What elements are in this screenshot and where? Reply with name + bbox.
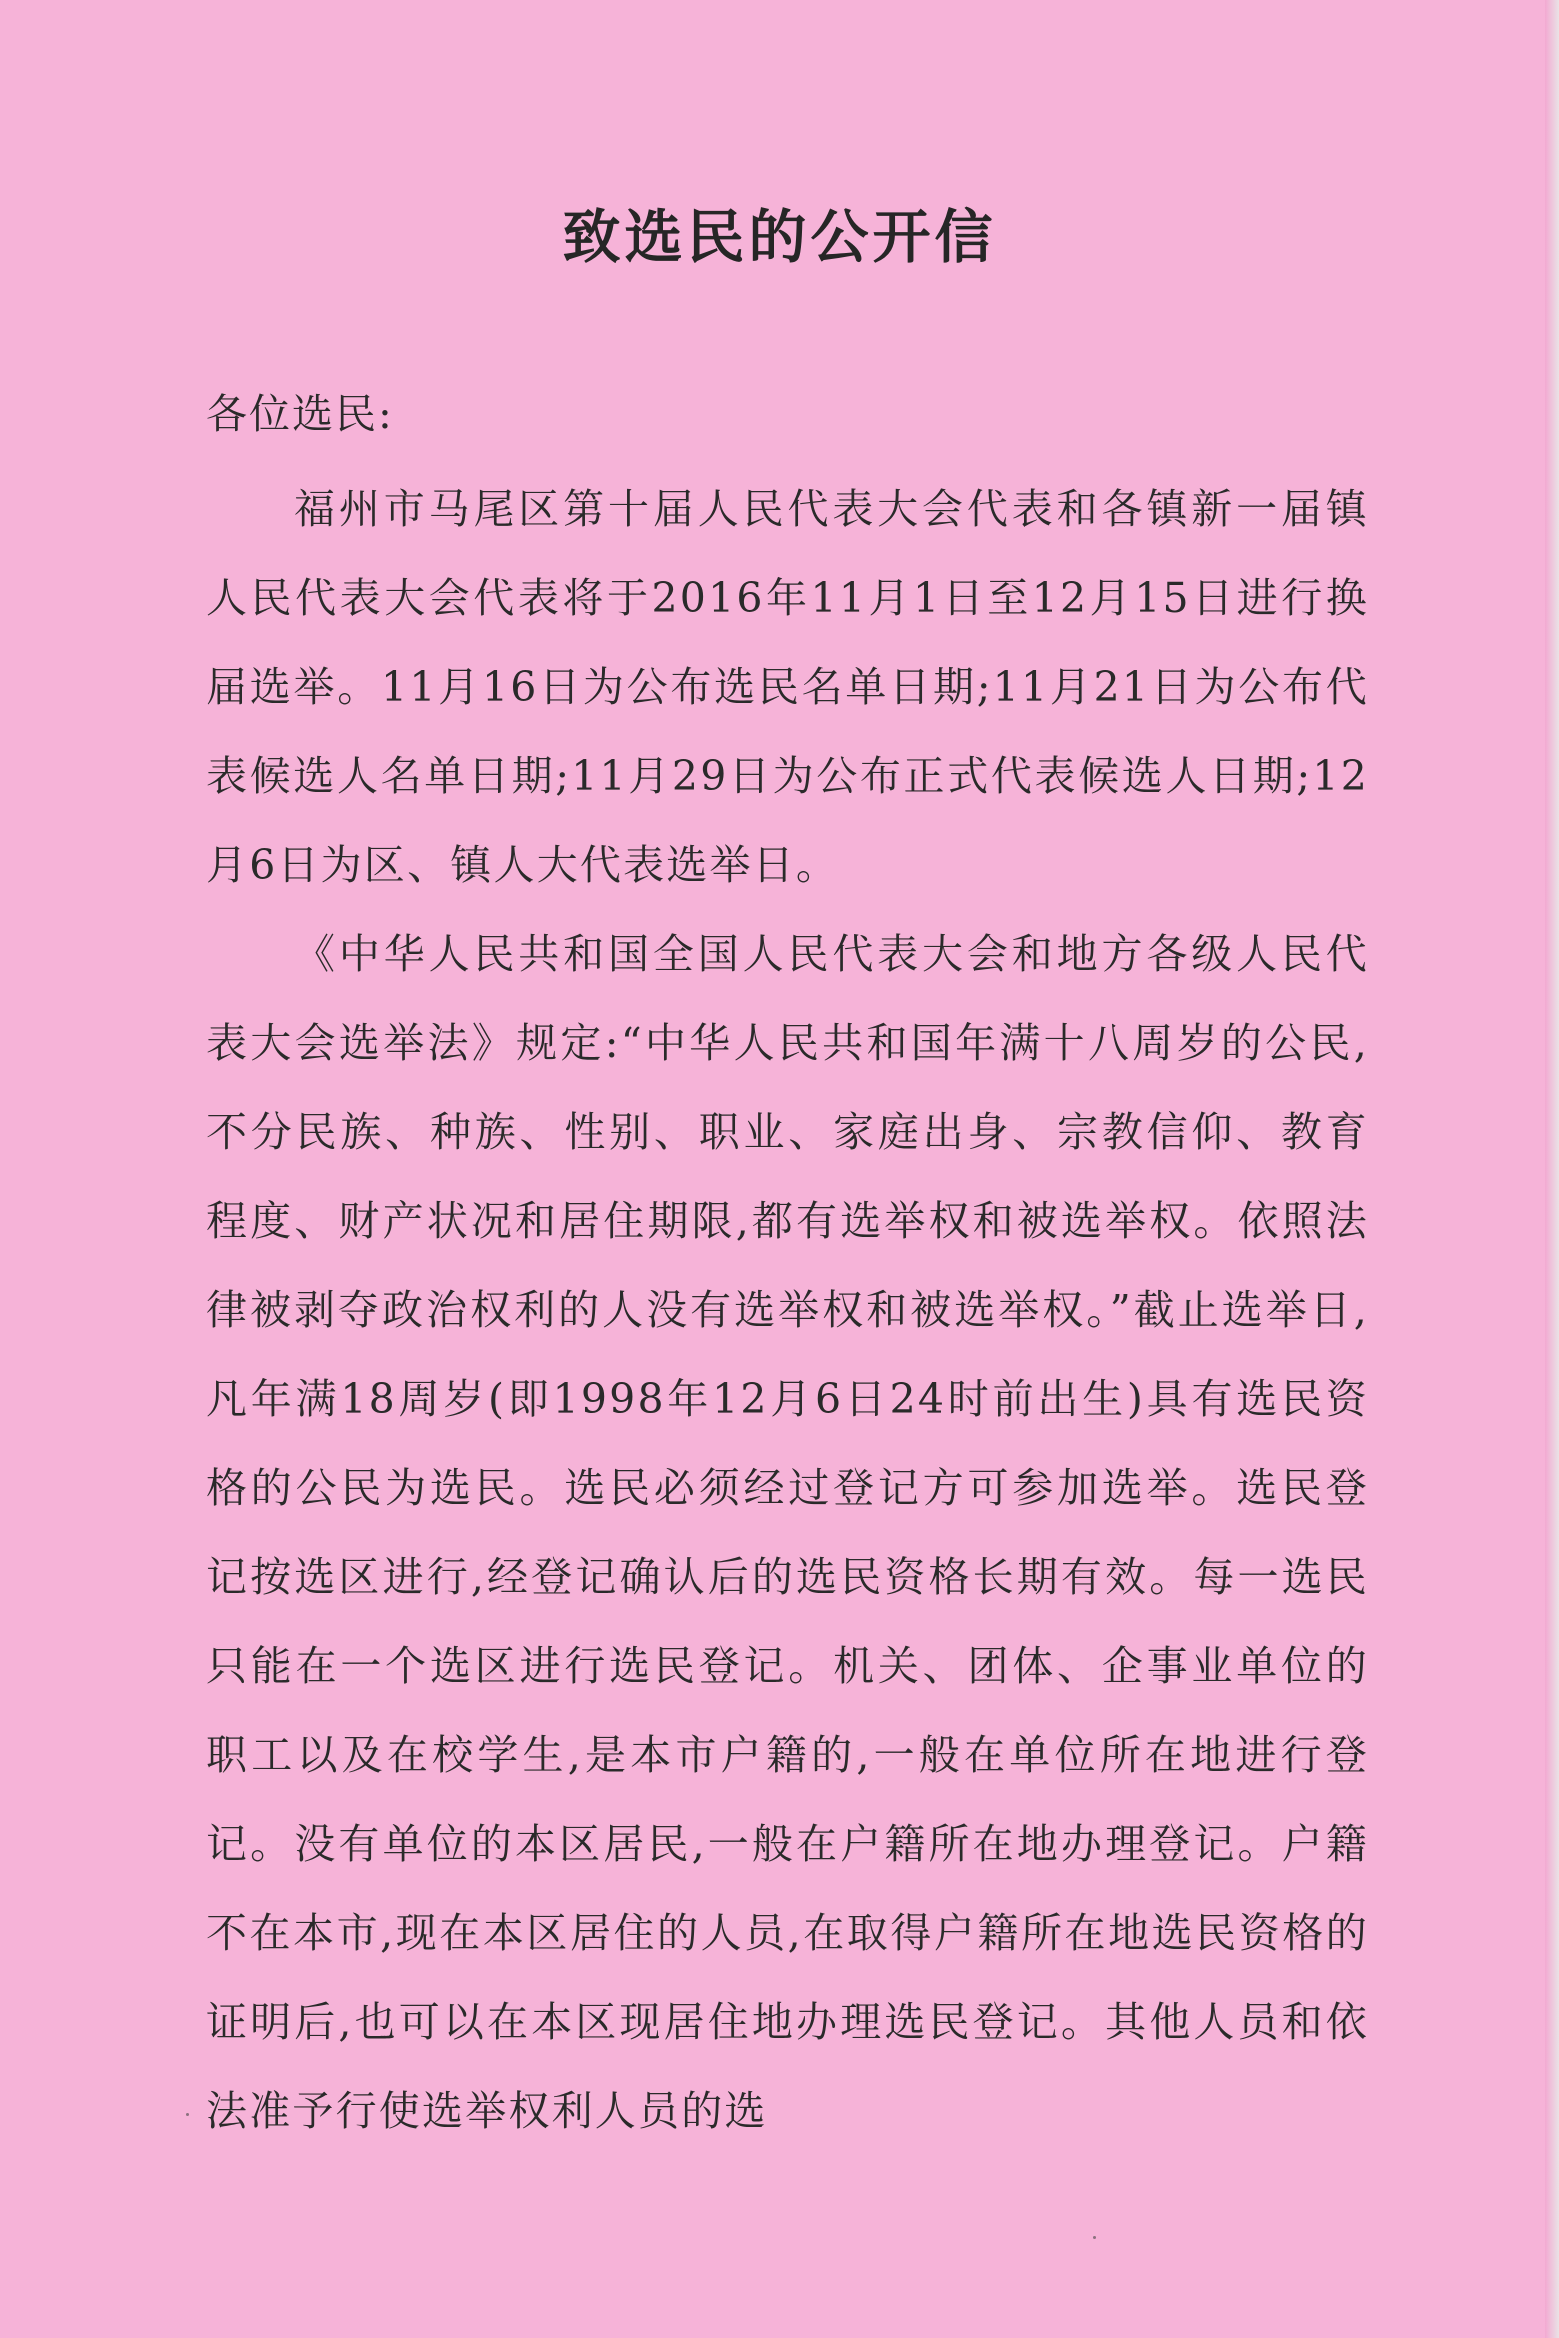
paragraph-election-law: 《中华人民共和国全国人民代表大会和地方各级人民代表大会选举法》规定:“中华人民共和国年满十八周岁的公民,不分民族、种族、性别、职业、家庭出身、宗教信仰、教育程度、财产状况和居住期限,都有选举权和被选举权。依照法律被剥夺政治权利的人没有选举权和被选举权。”截止选举日,凡年满18周岁(即1998年12月6日24时前出生)具有选民资格的公民为选民。选民必须经过登记方可参加选举。选民登记按选区进行,经登记确认后的选民资格长期有效。每一选民只能在一个选区进行选民登记。机关、团体、企事业单位的职工以及在校学生,是本市户籍的,一般在单位所在地进行登记。没有单位的本区居民,一般在户籍所在地办理登记。户籍不在本市,现在本区居住的人员,在取得户籍所在地选民资格的证明后,也可以在本区现居住地办理选民登记。其他人员和依法准予行使选举权利人员的选 xyxy=(206,930,1369,2135)
scan-speck xyxy=(186,2113,189,2116)
salutation: 各位选民: xyxy=(206,390,394,438)
paragraph-election-schedule: 福州市马尾区第十届人民代表大会代表和各镇新一届镇人民代表大会代表将于2016年11月1日至12月15日进行换届选举。11月16日为公布选民名单日期;11月21日为公布代表候选人名单日期;11月29日为公布正式代表候选人日期;12月6日为区、镇人大代表选举日。 xyxy=(206,485,1369,889)
scan-speck xyxy=(1093,2236,1096,2239)
paper-edge xyxy=(1545,0,1559,2338)
letter-title: 致选民的公开信 xyxy=(562,203,997,271)
